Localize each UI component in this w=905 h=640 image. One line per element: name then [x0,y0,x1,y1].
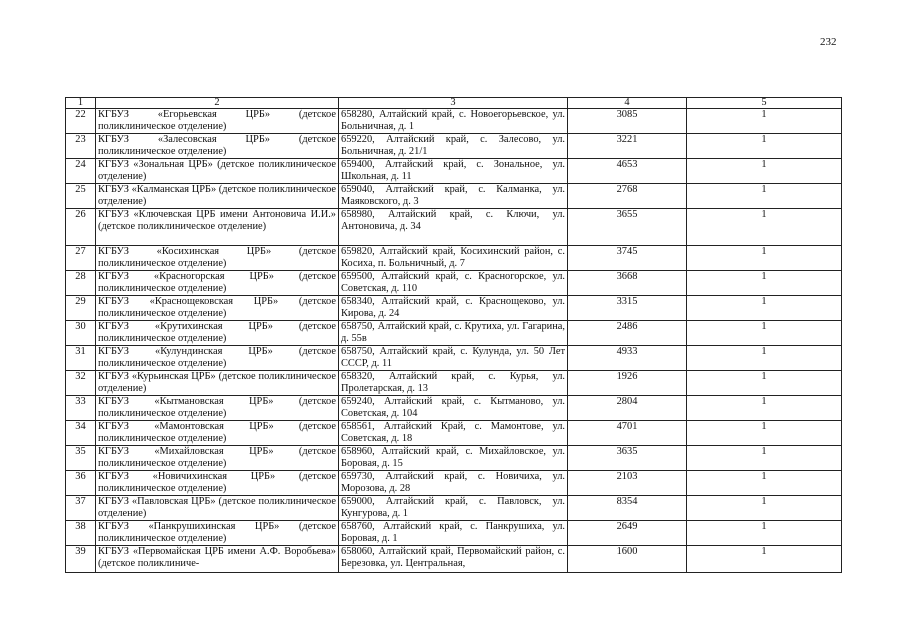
facility-name: КГБУЗ «Новичихинская ЦРБ» (детское поликлиническое отделение) [96,471,339,496]
facility-name: КГБУЗ «Кулундинская ЦРБ» (детское поликлиническое отделение) [96,346,339,371]
population-count: 4653 [568,159,687,184]
facility-name: КГБУЗ «Калманская ЦРБ» (детское поликлиническое отделение) [96,184,339,209]
table-row [66,246,842,271]
facility-name: КГБУЗ «Егорьевская ЦРБ» (детское поликлиническое отделение) [96,109,339,134]
unit-count: 1 [687,346,842,371]
table-row [66,184,842,209]
row-number: 34 [66,421,96,446]
facility-name: КГБУЗ «Краснощековская ЦРБ» (детское поликлиническое отделение) [96,296,339,321]
row-number: 23 [66,134,96,159]
unit-count: 1 [687,471,842,496]
unit-count: 1 [687,421,842,446]
unit-count: 1 [687,446,842,471]
population-count: 2804 [568,396,687,421]
row-number: 39 [66,546,96,573]
unit-count: 1 [687,109,842,134]
facility-name: КГБУЗ «Павловская ЦРБ» (детское поликлиническое отделение) [96,496,339,521]
facility-address: 659240, Алтайский край, с. Кытманово, ул. Советская, д. 104 [339,396,568,421]
facility-address: 659220, Алтайский край, с. Залесово, ул. Больничная, д. 21/1 [339,134,568,159]
row-number: 31 [66,346,96,371]
facility-address: 659730, Алтайский край, с. Новичиха, ул. Морозова, д. 28 [339,471,568,496]
row-number: 27 [66,246,96,271]
unit-count: 1 [687,321,842,346]
header-cell-5: 5 [687,98,842,109]
unit-count: 1 [687,271,842,296]
facility-address: 658760, Алтайский край, с. Панкрушиха, ул. Боровая, д. 1 [339,521,568,546]
facility-name: КГБУЗ «Крутихинская ЦРБ» (детское поликлиническое отделение) [96,321,339,346]
table-row [66,209,842,246]
facility-address: 658960, Алтайский край, с. Михайловское, ул. Боровая, д. 15 [339,446,568,471]
population-count: 2103 [568,471,687,496]
unit-count: 1 [687,521,842,546]
facility-address: 658340, Алтайский край, с. Краснощеково, ул. Кирова, д. 24 [339,296,568,321]
unit-count: 1 [687,496,842,521]
header-cell-1: 1 [66,98,96,109]
facility-name: КГБУЗ «Михайловская ЦРБ» (детское поликлиническое отделение) [96,446,339,471]
population-count: 2486 [568,321,687,346]
unit-count: 1 [687,134,842,159]
facility-address: 658280, Алтайский край, с. Новоегорьевское, ул. Больничная, д. 1 [339,109,568,134]
population-count: 4933 [568,346,687,371]
facility-address: 659400, Алтайский край, с. Зональное, ул. Школьная, д. 11 [339,159,568,184]
facility-name: КГБУЗ «Первомайская ЦРБ имени А.Ф. Воробьева» (детское поликлиниче- [96,546,339,573]
unit-count: 1 [687,371,842,396]
row-number: 32 [66,371,96,396]
facility-name: КГБУЗ «Залесовская ЦРБ» (детское поликлиническое отделение) [96,134,339,159]
population-count: 3315 [568,296,687,321]
unit-count: 1 [687,184,842,209]
facility-name: КГБУЗ «Кытмановская ЦРБ» (детское поликлиническое отделение) [96,396,339,421]
facility-name: КГБУЗ «Мамонтовская ЦРБ» (детское поликлиническое отделение) [96,421,339,446]
row-number: 33 [66,396,96,421]
facility-address: 658060, Алтайский край, Первомайский район, с. Березовка, ул. Центральная, [339,546,568,573]
population-count: 2768 [568,184,687,209]
table-row [66,421,842,446]
population-count: 8354 [568,496,687,521]
facility-name: КГБУЗ «Курьинская ЦРБ» (детское поликлиническое отделение) [96,371,339,396]
population-count: 1926 [568,371,687,396]
table-row [66,496,842,521]
table-row [66,471,842,496]
row-number: 38 [66,521,96,546]
population-count: 3668 [568,271,687,296]
population-count: 3085 [568,109,687,134]
facility-address: 658980, Алтайский край, с. Ключи, ул. Антоновича, д. 34 [339,209,568,246]
facility-address: 658750, Алтайский край, с. Кулунда, ул. 50 Лет СССР, д. 11 [339,346,568,371]
unit-count: 1 [687,159,842,184]
page-number: 232 [820,36,837,48]
population-count: 3221 [568,134,687,159]
facility-address: 659820, Алтайский край, Косихинский район, с. Косиха, п. Больничный, д. 7 [339,246,568,271]
row-number: 24 [66,159,96,184]
facility-address: 659040, Алтайский край, с. Калманка, ул. Маяковского, д. 3 [339,184,568,209]
unit-count: 1 [687,396,842,421]
facility-address: 659500, Алтайский край, с. Красногорское, ул. Советская, д. 110 [339,271,568,296]
facility-name: КГБУЗ «Зональная ЦРБ» (детское поликлиническое отделение) [96,159,339,184]
table-row [66,446,842,471]
table-body [66,98,842,573]
header-cell-2: 2 [96,98,339,109]
row-number: 30 [66,321,96,346]
table-row [66,109,842,134]
facility-name: КГБУЗ «Косихинская ЦРБ» (детское поликлиническое отделение) [96,246,339,271]
unit-count: 1 [687,246,842,271]
unit-count: 1 [687,209,842,246]
population-count: 4701 [568,421,687,446]
facility-name: КГБУЗ «Панкрушихинская ЦРБ» (детское поликлиническое отделение) [96,521,339,546]
table-row [66,371,842,396]
unit-count: 1 [687,546,842,573]
facility-name: КГБУЗ «Ключевская ЦРБ имени Антоновича И.И.» (детское поликлиническое отделение) [96,209,339,246]
unit-count: 1 [687,296,842,321]
row-number: 36 [66,471,96,496]
population-count: 3635 [568,446,687,471]
population-count: 1600 [568,546,687,573]
row-number: 28 [66,271,96,296]
table-header-row [66,98,842,109]
row-number: 35 [66,446,96,471]
facility-address: 658320, Алтайский край, с. Курья, ул. Пролетарская, д. 13 [339,371,568,396]
table-row [66,159,842,184]
population-count: 3655 [568,209,687,246]
row-number: 29 [66,296,96,321]
header-cell-3: 3 [339,98,568,109]
row-number: 22 [66,109,96,134]
table-row [66,546,842,573]
row-number: 25 [66,184,96,209]
facility-address: 658750, Алтайский край, с. Крутиха, ул. Гагарина, д. 55в [339,321,568,346]
facility-address: 658561, Алтайский Край, с. Мамонтове, ул. Советская, д. 18 [339,421,568,446]
table-row [66,396,842,421]
table-row [66,296,842,321]
population-count: 2649 [568,521,687,546]
table-row [66,271,842,296]
table-row [66,346,842,371]
row-number: 26 [66,209,96,246]
table-row [66,521,842,546]
header-cell-4: 4 [568,98,687,109]
facilities-table [65,97,842,573]
population-count: 3745 [568,246,687,271]
table-row [66,134,842,159]
facility-name: КГБУЗ «Красногорская ЦРБ» (детское поликлиническое отделение) [96,271,339,296]
table-row [66,321,842,346]
row-number: 37 [66,496,96,521]
facility-address: 659000, Алтайский край, с. Павловск, ул. Кунгурова, д. 1 [339,496,568,521]
